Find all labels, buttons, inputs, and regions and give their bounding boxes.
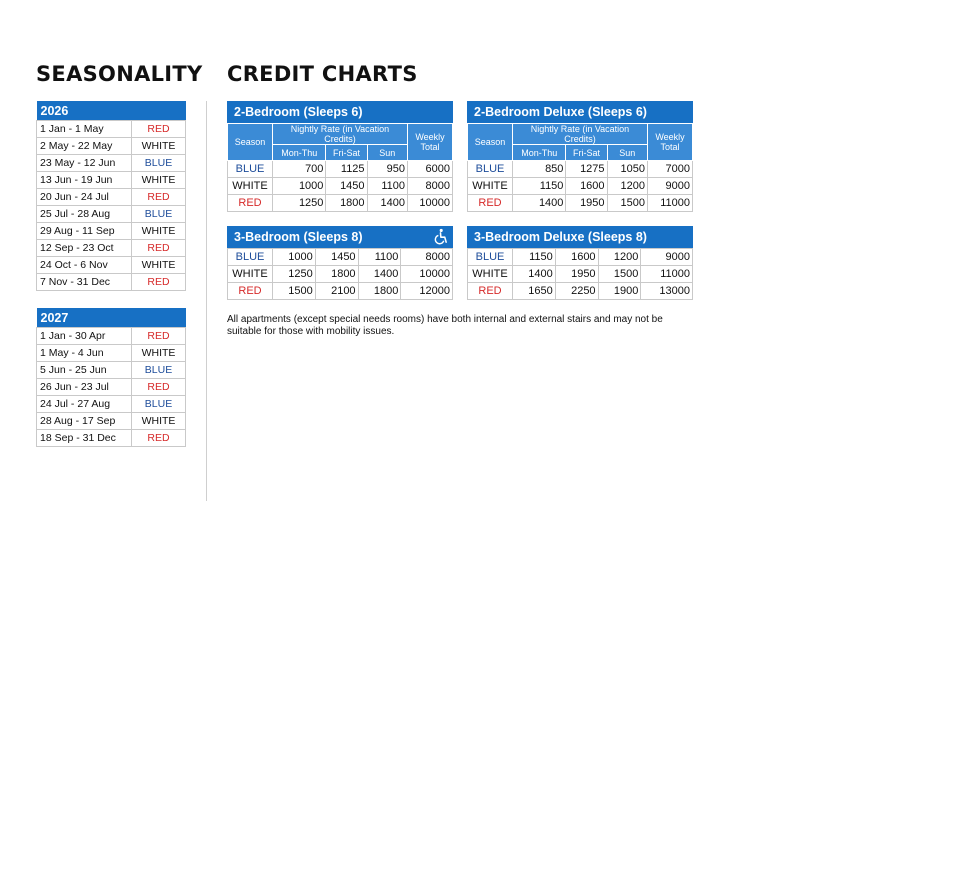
table-row	[37, 155, 186, 172]
season-label: RED	[228, 283, 273, 300]
credit-value: 1950	[566, 195, 607, 212]
seasonality-table-1	[36, 308, 186, 447]
title-text: 2-Bedroom Deluxe (Sleeps 6)	[474, 105, 647, 119]
season-label: WHITE	[132, 413, 186, 430]
table-row	[37, 413, 186, 430]
credit-value: 850	[513, 161, 566, 178]
date-range: 23 May - 12 Jun	[37, 155, 132, 172]
credit-value: 1150	[513, 249, 556, 266]
credit-table-2	[227, 226, 453, 300]
credit-table-3	[467, 226, 693, 300]
season-label: WHITE	[132, 172, 186, 189]
credit-value: 1500	[273, 283, 316, 300]
season-label: RED	[132, 121, 186, 138]
season-label: RED	[468, 283, 513, 300]
season-label: WHITE	[132, 345, 186, 362]
table-row	[37, 172, 186, 189]
seasonality-table-0	[36, 101, 186, 291]
date-range: 29 Aug - 11 Sep	[37, 223, 132, 240]
table-row	[468, 161, 693, 178]
table-row	[37, 396, 186, 413]
season-label: RED	[468, 195, 513, 212]
credit-value: 1800	[358, 283, 401, 300]
title-text: 3-Bedroom Deluxe (Sleeps 8)	[474, 230, 647, 244]
credit-value: 9000	[648, 178, 693, 195]
day-header: Sun	[607, 145, 647, 161]
credit-value: 1100	[358, 249, 401, 266]
table-row	[468, 195, 693, 212]
table-row	[468, 178, 693, 195]
date-range: 20 Jun - 24 Jul	[37, 189, 132, 206]
credit-table-title	[227, 101, 453, 123]
credit-value: 1000	[273, 249, 316, 266]
credit-table-title	[227, 226, 453, 248]
credit-table-0	[227, 101, 453, 212]
credit-value: 1275	[566, 161, 607, 178]
credit-value: 1200	[598, 249, 641, 266]
season-label: BLUE	[132, 362, 186, 379]
table-row	[228, 249, 453, 266]
title-text: 3-Bedroom (Sleeps 8)	[234, 230, 363, 244]
season-label: RED	[132, 328, 186, 345]
credit-table-1	[467, 101, 693, 212]
divider-line	[206, 101, 207, 501]
table-row	[37, 257, 186, 274]
credit-value: 1400	[358, 266, 401, 283]
season-col-header: Season	[228, 124, 273, 161]
credit-value: 1200	[607, 178, 647, 195]
day-header: Sun	[367, 145, 407, 161]
table-row	[37, 138, 186, 155]
date-range: 5 Jun - 25 Jun	[37, 362, 132, 379]
credit-value: 11000	[641, 266, 693, 283]
day-header: Mon-Thu	[513, 145, 566, 161]
table-row	[37, 328, 186, 345]
table-row	[37, 379, 186, 396]
credit-value: 1900	[598, 283, 641, 300]
season-label: WHITE	[228, 178, 273, 195]
credit-value: 12000	[401, 283, 453, 300]
date-range: 24 Oct - 6 Nov	[37, 257, 132, 274]
credit-value: 1000	[273, 178, 326, 195]
table-row	[37, 223, 186, 240]
credit-value: 1150	[513, 178, 566, 195]
season-label: WHITE	[228, 266, 273, 283]
season-label: BLUE	[228, 249, 273, 266]
date-range: 24 Jul - 27 Aug	[37, 396, 132, 413]
credit-value: 1250	[273, 195, 326, 212]
table-row	[37, 121, 186, 138]
season-label: RED	[132, 189, 186, 206]
credit-value: 13000	[641, 283, 693, 300]
credit-value: 10000	[401, 266, 453, 283]
credit-value: 1400	[367, 195, 407, 212]
credit-value: 1600	[566, 178, 607, 195]
season-label: RED	[132, 430, 186, 447]
table-row	[228, 266, 453, 283]
credit-value: 1050	[607, 161, 647, 178]
year-header: 2027	[37, 308, 186, 328]
day-header: Fri-Sat	[326, 145, 367, 161]
day-header: Mon-Thu	[273, 145, 326, 161]
date-range: 26 Jun - 23 Jul	[37, 379, 132, 396]
date-range: 1 Jan - 30 Apr	[37, 328, 132, 345]
date-range: 13 Jun - 19 Jun	[37, 172, 132, 189]
season-label: BLUE	[468, 249, 513, 266]
season-label: RED	[132, 379, 186, 396]
season-label: WHITE	[132, 257, 186, 274]
credit-value: 1500	[607, 195, 647, 212]
credit-value: 1450	[315, 249, 358, 266]
credit-value: 1400	[513, 195, 566, 212]
mobility-note: All apartments (except special needs rooms) have both internal and external stairs and may not be suitable for those with mobility issues.	[227, 314, 663, 337]
season-label: BLUE	[228, 161, 273, 178]
credit-value: 1800	[315, 266, 358, 283]
credit-value: 11000	[648, 195, 693, 212]
date-range: 18 Sep - 31 Dec	[37, 430, 132, 447]
nightly-rate-header: Nightly Rate (in Vacation Credits)	[273, 124, 408, 145]
table-row	[37, 274, 186, 291]
credit-value: 1250	[273, 266, 316, 283]
season-label: WHITE	[132, 223, 186, 240]
season-label: WHITE	[468, 266, 513, 283]
credit-table-title	[467, 226, 693, 248]
credit-value: 700	[273, 161, 326, 178]
season-label: RED	[132, 240, 186, 257]
season-label: BLUE	[132, 396, 186, 413]
date-range: 2 May - 22 May	[37, 138, 132, 155]
credit-value: 1650	[513, 283, 556, 300]
credit-value: 8000	[401, 249, 453, 266]
credit-value: 7000	[648, 161, 693, 178]
credit-value: 1100	[367, 178, 407, 195]
date-range: 7 Nov - 31 Dec	[37, 274, 132, 291]
season-col-header: Season	[468, 124, 513, 161]
credit-value: 1800	[326, 195, 367, 212]
table-row	[228, 283, 453, 300]
date-range: 28 Aug - 17 Sep	[37, 413, 132, 430]
table-row	[37, 189, 186, 206]
credit-value: 1950	[555, 266, 598, 283]
table-row	[37, 345, 186, 362]
table-row	[228, 178, 453, 195]
table-row	[228, 161, 453, 178]
date-range: 12 Sep - 23 Oct	[37, 240, 132, 257]
credit-value: 1600	[555, 249, 598, 266]
table-row	[37, 206, 186, 223]
table-row	[228, 195, 453, 212]
table-row	[37, 362, 186, 379]
season-label: RED	[132, 274, 186, 291]
year-header: 2026	[37, 101, 186, 121]
weekly-total-header: Weekly Total	[648, 124, 693, 161]
season-label: WHITE	[132, 138, 186, 155]
season-label: BLUE	[468, 161, 513, 178]
table-row	[468, 266, 693, 283]
credit-value: 8000	[408, 178, 453, 195]
credit-table-title	[467, 101, 693, 123]
season-label: WHITE	[468, 178, 513, 195]
credit-value: 10000	[408, 195, 453, 212]
table-row	[37, 430, 186, 447]
wheelchair-icon	[432, 228, 449, 245]
seasonality-heading: SEASONALITY	[36, 62, 203, 86]
credit-charts-heading: CREDIT CHARTS	[227, 62, 418, 86]
credit-value: 1400	[513, 266, 556, 283]
credit-value: 950	[367, 161, 407, 178]
weekly-total-header: Weekly Total	[408, 124, 453, 161]
day-header: Fri-Sat	[566, 145, 607, 161]
nightly-rate-header: Nightly Rate (in Vacation Credits)	[513, 124, 648, 145]
season-label: BLUE	[132, 206, 186, 223]
credit-value: 2250	[555, 283, 598, 300]
credit-value: 2100	[315, 283, 358, 300]
credit-value: 1500	[598, 266, 641, 283]
season-label: RED	[228, 195, 273, 212]
credit-value: 1450	[326, 178, 367, 195]
credit-value: 1125	[326, 161, 367, 178]
season-label: BLUE	[132, 155, 186, 172]
table-row	[468, 249, 693, 266]
date-range: 1 Jan - 1 May	[37, 121, 132, 138]
table-row	[468, 283, 693, 300]
date-range: 25 Jul - 28 Aug	[37, 206, 132, 223]
credit-value: 6000	[408, 161, 453, 178]
credit-value: 9000	[641, 249, 693, 266]
table-row	[37, 240, 186, 257]
date-range: 1 May - 4 Jun	[37, 345, 132, 362]
title-text: 2-Bedroom (Sleeps 6)	[234, 105, 363, 119]
